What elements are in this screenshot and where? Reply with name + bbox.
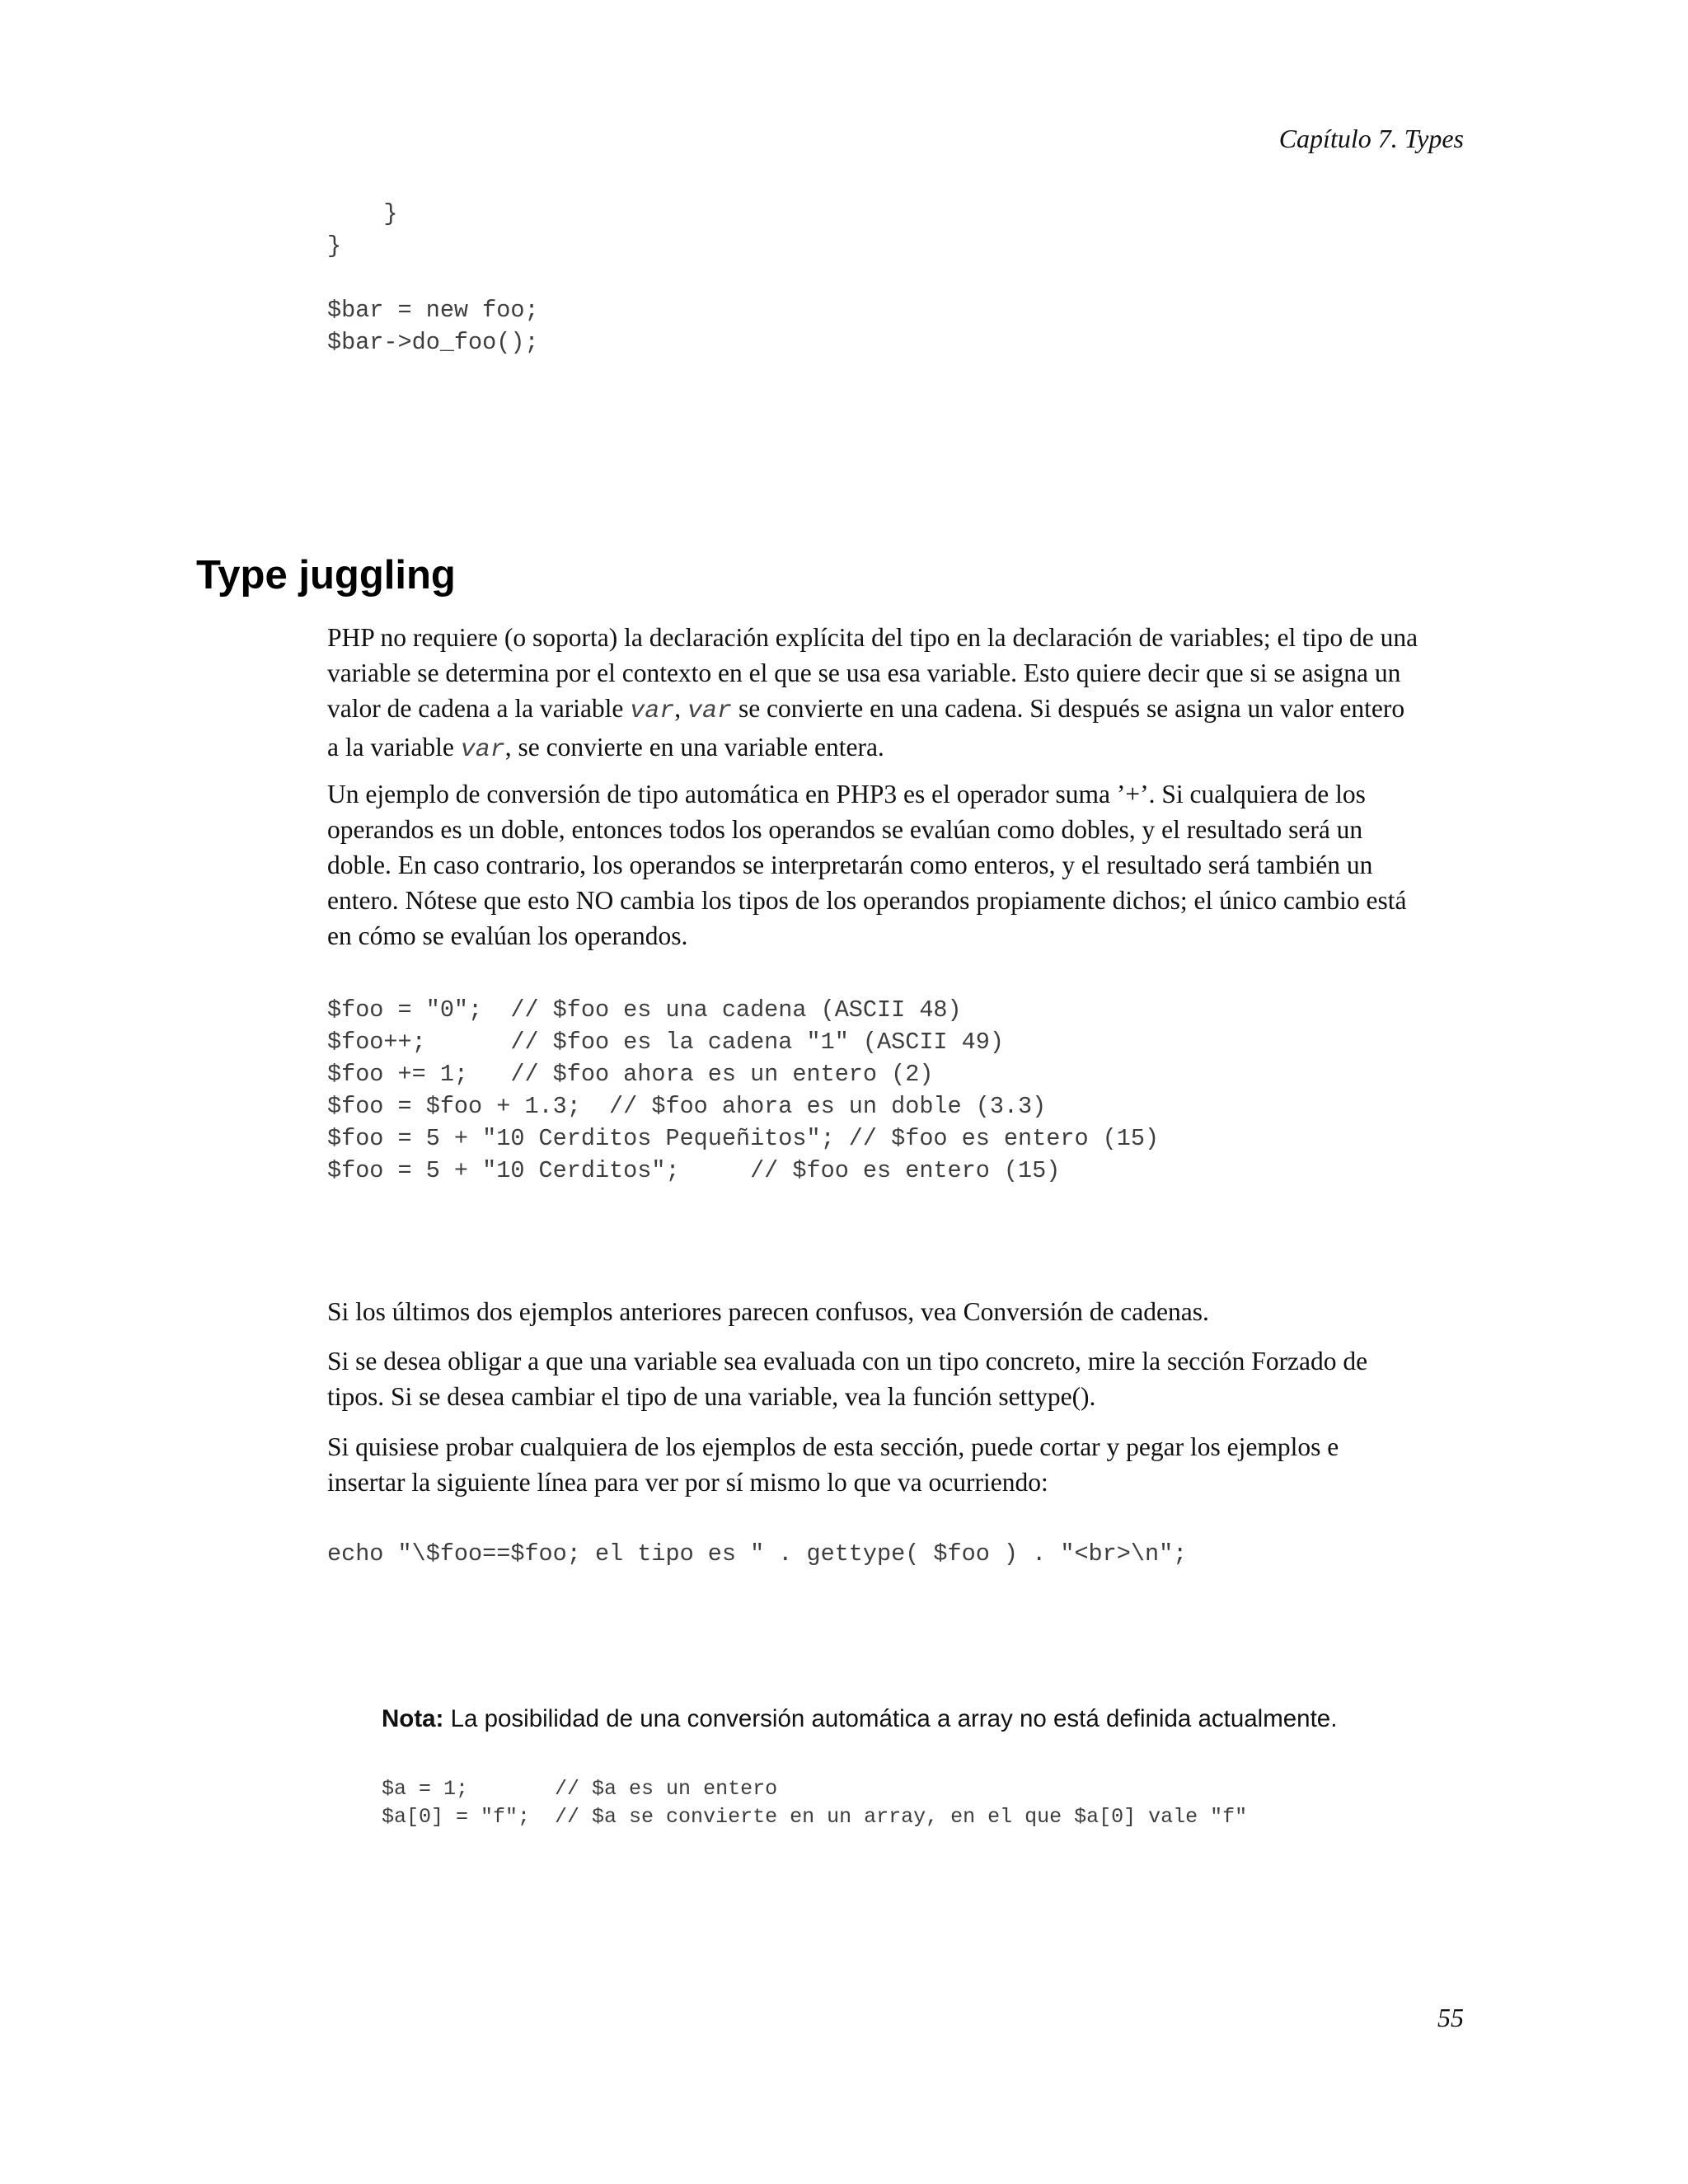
code-line: $bar->do_foo();: [327, 329, 539, 356]
text-line: tipos. Si se desea cambiar el tipo de una variable, vea la función settype().: [327, 1382, 1096, 1411]
code-line: }: [327, 200, 398, 227]
code-line: $foo = "0"; // $foo es una cadena (ASCII 48): [327, 996, 962, 1024]
text-line: [327, 729, 1481, 768]
text-line: en cómo se evalúan los operandos.: [327, 921, 688, 950]
paragraph-intro: [327, 620, 1481, 768]
section-heading: Type juggling: [196, 553, 456, 598]
page-number: 55: [1437, 2003, 1464, 2032]
paragraph-type-casting: [327, 1343, 1481, 1414]
code-line: $a[0] = "f"; // $a se convierte en un array, en el que $a[0] vale "f": [382, 1805, 1248, 1829]
text-fragment: , se convierte en una variable entera.: [504, 733, 884, 762]
text-fragment: a la variable: [327, 733, 461, 762]
note-text: [382, 1703, 1337, 1736]
code-line: }: [327, 232, 342, 260]
paragraph-confusing-examples: [327, 1294, 1481, 1329]
text-line: Si los últimos dos ejemplos anteriores parecen confusos, vea Conversión de cadenas.: [327, 1297, 1209, 1326]
paragraph-operator-example: [327, 776, 1481, 954]
code-block-type-juggling: [327, 994, 1159, 1187]
code-line: $foo += 1; // $foo ahora es un entero (2): [327, 1061, 934, 1088]
text-line: Si quisiese probar cualquiera de los ejemplos de esta sección, puede cortar y pegar los ejemplos e: [327, 1432, 1339, 1461]
text-line: doble. En caso contrario, los operandos se interpretarán como enteros, y el resultado será también un: [327, 851, 1373, 879]
text-line: Si se desea obligar a que una variable sea evaluada con un tipo concreto, mire la sección Forzado de: [327, 1347, 1368, 1376]
code-line: [327, 262, 539, 294]
text-line: insertar la siguiente línea para ver por sí mismo lo que va ocurriendo:: [327, 1468, 1048, 1497]
code-line: $a = 1; // $a es un entero: [382, 1777, 778, 1801]
code-block-class-end: [327, 198, 539, 359]
code-line: $foo = 5 + "10 Cerditos Pequeñitos"; // $foo es entero (15): [327, 1125, 1160, 1152]
code-line: $bar = new foo;: [327, 297, 539, 324]
text-fragment: se convierte en una cadena. Si después se asigna un valor entero: [732, 694, 1405, 723]
code-line: echo "\$foo==$foo; el tipo es " . gettype( $foo ) . "<br>\n";: [327, 1540, 1188, 1568]
variable-name: var: [460, 736, 505, 764]
text-line: [327, 691, 1481, 729]
code-block-echo: [327, 1538, 1187, 1570]
code-block-note: [382, 1775, 1247, 1831]
note-body: La posibilidad de una conversión automática a array no está definida actualmente.: [443, 1705, 1338, 1732]
paragraph-try-examples: [327, 1429, 1481, 1500]
text-line: variable se determina por el contexto en el que se usa esa variable. Esto quiere decir que si se asigna un: [327, 658, 1401, 687]
running-header: Capítulo 7. Types: [1278, 124, 1464, 153]
code-line: $foo++; // $foo es la cadena "1" (ASCII 49): [327, 1029, 1004, 1056]
text-line: operandos es un doble, entonces todos los operandos se evalúan como dobles, y el resultado será un: [327, 815, 1363, 844]
code-line: $foo = 5 + "10 Cerditos"; // $foo es entero (15): [327, 1157, 1061, 1184]
text-fragment: valor de cadena a la variable: [327, 694, 631, 723]
variable-name: var: [687, 697, 733, 725]
code-line: $foo = $foo + 1.3; // $foo ahora es un doble (3.3): [327, 1093, 1047, 1120]
note-label: Nota:: [382, 1705, 444, 1732]
text-fragment: ,: [674, 694, 688, 723]
variable-name: var: [630, 697, 675, 725]
text-line: Un ejemplo de conversión de tipo automática en PHP3 es el operador suma ’+’. Si cualquiera de los: [327, 780, 1366, 808]
text-line: entero. Nótese que esto NO cambia los tipos de los operandos propiamente dichos; el único cambio está: [327, 886, 1407, 915]
text-line: PHP no requiere (o soporta) la declaración explícita del tipo en la declaración de variables; el tipo de una: [327, 623, 1418, 652]
